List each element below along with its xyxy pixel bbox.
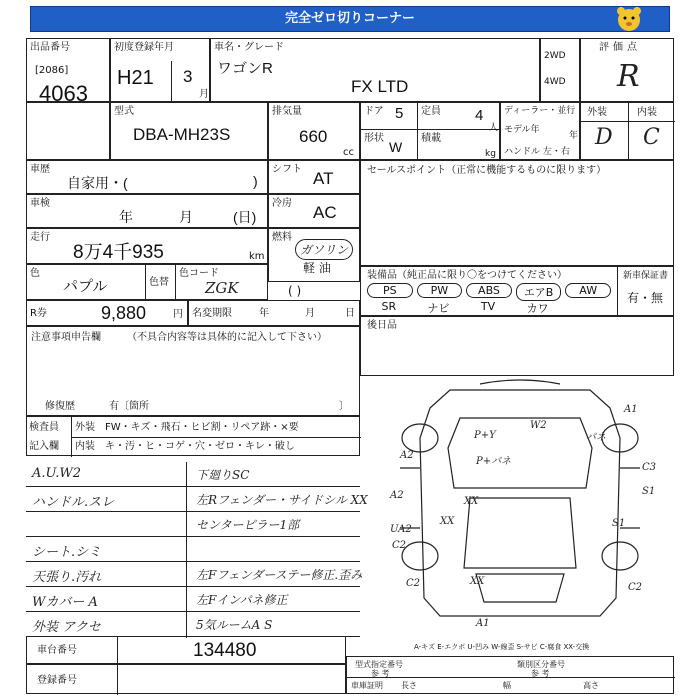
repair-close: 〕: [339, 401, 349, 412]
model-box: [110, 102, 268, 160]
chassis-label: 車台番号: [37, 645, 77, 656]
color-code-label: 色コード: [179, 268, 219, 279]
equipment-item: ナビ: [427, 302, 450, 315]
diagram-mark: A1: [624, 404, 638, 415]
inspection-year: 年: [119, 209, 133, 225]
sales-point-box: [360, 160, 674, 266]
diagram-mark: UA2: [390, 524, 412, 535]
note-column-divider: [186, 462, 187, 638]
first-reg-month-unit: 月: [199, 89, 209, 100]
inspection-box: [26, 194, 268, 228]
displacement-box: [268, 102, 360, 160]
repair-value: 有〔箇所: [109, 401, 149, 412]
warranty-value: 有・無: [627, 291, 664, 305]
chassis-value: 134480: [193, 640, 257, 661]
postmount-box: [360, 316, 674, 376]
note-left: A.U.W2: [32, 466, 82, 481]
shape-label: 形状: [364, 133, 384, 144]
note-left: シート.シミ: [32, 545, 102, 560]
model-label: 型式: [114, 106, 134, 117]
equipment-row-2: [367, 300, 615, 316]
color-code-value: ZGK: [205, 279, 239, 297]
first-reg-era: H21: [117, 67, 154, 89]
diagram-mark: A1: [476, 618, 490, 629]
first-reg-month: 3: [183, 67, 193, 86]
fuel-value: ガソリン: [295, 239, 353, 260]
lot-label: 出品番号: [30, 42, 70, 53]
shape-value: W: [389, 139, 403, 155]
damage-legend: A-キズ E-エクボ U-凹み W-線歪 S-サビ C-腐食 XX-交換: [414, 643, 590, 651]
chassis-box: [26, 636, 346, 664]
handwritten-notes: [26, 462, 366, 638]
diagram-mark: P+Y: [474, 430, 496, 441]
name-change-month: 月: [305, 308, 315, 319]
rating-label: 評価点: [599, 42, 641, 53]
check-row1: FW・キズ・飛石・ヒビ割・リペア跡・×要: [105, 422, 299, 433]
fuel-other: 軽 油: [303, 261, 331, 275]
note-row-line: [26, 486, 360, 487]
fuel-label: 燃料: [272, 232, 292, 243]
ext-int-box: [580, 102, 674, 160]
diagram-mark: C2: [406, 578, 421, 589]
spec-b: 類別区分番号: [517, 660, 565, 669]
int-value: C: [643, 125, 660, 150]
equipment-item: エアB: [516, 283, 562, 301]
name-change-label: 名変期限: [192, 308, 232, 319]
diagram-mark: XX: [464, 496, 479, 507]
note-right: 5気ルームA S: [196, 618, 273, 632]
rating-value: R: [617, 59, 640, 94]
header-banner: [30, 6, 670, 32]
int-label: 内装: [637, 107, 657, 118]
notes-sub: （不具合内容等は具体的に記入して下さい）: [127, 332, 327, 343]
name-change-box: [188, 300, 360, 326]
ext-value: D: [595, 125, 613, 150]
notes-box: [26, 326, 360, 416]
check-inspector-label: 検査員: [29, 422, 59, 433]
diagram-mark: パネ: [586, 432, 606, 443]
handle-label: ハンドル 左・右: [504, 147, 570, 157]
equipment-box: [360, 266, 674, 316]
history-close: ): [253, 173, 258, 189]
equipment-item: PW: [417, 283, 463, 298]
check-entry-label: 記入欄: [29, 441, 59, 452]
drive-box: [540, 38, 580, 102]
load-label: 積載: [421, 133, 441, 144]
recycle-unit: 円: [173, 309, 183, 320]
lot-code: [2086]: [35, 65, 69, 76]
diagram-mark: S1: [642, 486, 656, 497]
diagram-mark: XX: [440, 516, 455, 527]
notes-label: 注意事項申告欄: [31, 332, 101, 343]
diagram-mark: W2: [530, 420, 547, 431]
note-row-line: [26, 586, 360, 587]
note-right: 左Rフェンダー・サイドシル XX: [196, 493, 368, 507]
shift-value: AT: [313, 169, 334, 188]
diagram-marks: [380, 378, 676, 630]
note-right: 左Fフェンダーステー修正.歪み: [196, 568, 363, 582]
warranty-label: 新車保証書: [623, 271, 669, 281]
capacity-value: 4: [475, 107, 484, 124]
recycle-box: [26, 300, 188, 326]
car-label: 車名・グレード: [214, 42, 284, 53]
postmount-label: 後日品: [367, 320, 397, 331]
equipment-item: SR: [381, 300, 397, 313]
lot-left-spacer: [26, 102, 110, 160]
diagram-mark: XX: [470, 576, 485, 587]
first-reg-box: [110, 38, 210, 102]
check-box: [26, 416, 360, 456]
equipment-item: カワ: [526, 302, 549, 315]
recycle-value: 9,880: [101, 303, 147, 323]
diagram-mark: C2: [628, 582, 643, 593]
drive-2wd: 2WD: [544, 51, 566, 61]
fuel-paren: ( ): [288, 284, 302, 298]
spec-d: 車庫証明: [351, 681, 383, 690]
first-reg-label: 初度登録年月: [114, 42, 174, 53]
note-row-line: [26, 536, 360, 537]
note-right: 下廻りSC: [196, 468, 250, 482]
color-change-label: 色替: [149, 277, 169, 288]
shift-label: シフト: [272, 164, 302, 175]
car-name: ワゴンR: [217, 60, 273, 77]
spec-h: 参 考: [531, 669, 550, 678]
mileage-label: 走行: [30, 232, 50, 243]
aircon-value: AC: [313, 203, 337, 222]
name-change-year: 年: [259, 308, 269, 319]
model-year-label: モデル年: [504, 125, 540, 135]
doors-label: ドア: [364, 106, 384, 117]
equipment-label: 装備品（純正品に限り〇をつけてください）: [367, 270, 567, 281]
note-right: センターピラー1部: [196, 518, 300, 532]
spec-box: [346, 656, 674, 694]
inspection-label: 車検: [30, 198, 50, 209]
inspection-day: (日): [233, 209, 257, 225]
diagram-mark: S1: [612, 518, 626, 529]
car-grade: FX LTD: [351, 77, 409, 96]
equipment-item: AW: [565, 283, 611, 298]
note-left: 外装 アクセ: [32, 620, 101, 635]
note-row-line: [26, 611, 360, 612]
repair-label: 修復歴: [45, 401, 75, 412]
lot-box: [26, 38, 110, 106]
spec-g: 高さ: [583, 681, 599, 690]
mileage-unit: km: [249, 251, 265, 262]
dealer-label: ディーラー・並行: [504, 106, 576, 116]
lot-number: 4063: [39, 81, 88, 106]
registration-label: 登録番号: [37, 675, 77, 686]
dealer-box: [500, 102, 580, 160]
shift-box: [268, 160, 360, 194]
displacement-label: 排気量: [272, 106, 302, 117]
door-capacity-box: [360, 102, 500, 160]
spec-f: 幅: [503, 681, 511, 690]
capacity-label: 定員: [421, 106, 441, 117]
note-row-line: [26, 561, 360, 562]
history-label: 車歴: [30, 164, 50, 175]
note-right: 左Fインパネ修正: [196, 593, 288, 607]
note-left: 天張り.汚れ: [32, 570, 102, 585]
check-row2: キ・汚・ヒ・コゲ・穴・ゼロ・キレ・破し: [105, 441, 295, 452]
diagram-mark: A2: [390, 490, 404, 501]
equipment-item: PS: [367, 283, 413, 298]
year-unit: 年: [569, 131, 579, 141]
note-row-line: [26, 511, 360, 512]
spec-c1: 参 考: [371, 669, 390, 678]
equipment-item: ABS: [466, 283, 512, 298]
spec-e: 長さ: [401, 681, 417, 690]
equipment-item: TV: [480, 300, 496, 313]
displacement-value: 660: [299, 127, 328, 146]
spec-a: 型式指定番号: [355, 660, 403, 669]
mileage-box: [26, 228, 268, 264]
rating-box: [580, 38, 674, 102]
load-unit: kg: [485, 149, 496, 159]
color-box: [26, 264, 268, 300]
history-value: 自家用・(: [67, 175, 128, 191]
car-box: [210, 38, 540, 102]
history-box: [26, 160, 268, 194]
doors-value: 5: [395, 105, 404, 122]
diagram-mark: P+パネ: [476, 456, 512, 467]
equipment-row-1: [367, 283, 615, 299]
note-left: ハンドル.スレ: [32, 495, 115, 510]
model-value: DBA-MH23S: [133, 125, 231, 144]
note-left: Wカバー A: [32, 595, 98, 610]
diagram-mark: C2: [392, 540, 407, 551]
diagram-mark: C3: [642, 462, 657, 473]
drive-4wd: 4WD: [544, 77, 566, 87]
sales-point-label: セールスポイント（正常に機能するものに限ります）: [367, 165, 607, 176]
displacement-unit: cc: [343, 147, 354, 158]
check-row1-head: 外装: [75, 422, 95, 433]
header-title: 完全ゼロ切りコーナー: [284, 11, 415, 26]
ext-label: 外装: [587, 107, 607, 118]
color-value: パプル: [63, 278, 108, 295]
mileage-value: 8万4千935: [73, 242, 164, 263]
name-change-day: 日: [345, 308, 355, 319]
diagram-mark: A2: [400, 450, 414, 461]
capacity-unit: 人: [489, 123, 499, 133]
check-row2-head: 内装: [75, 441, 95, 452]
recycle-label: R券: [30, 308, 47, 319]
aircon-label: 冷房: [272, 198, 292, 209]
aircon-box: [268, 194, 360, 228]
color-label: 色: [30, 268, 40, 279]
fuel-box: [268, 228, 360, 282]
bear-mascot-right-icon: [614, 4, 644, 34]
registration-box: [26, 664, 346, 694]
inspection-month: 月: [179, 209, 193, 225]
